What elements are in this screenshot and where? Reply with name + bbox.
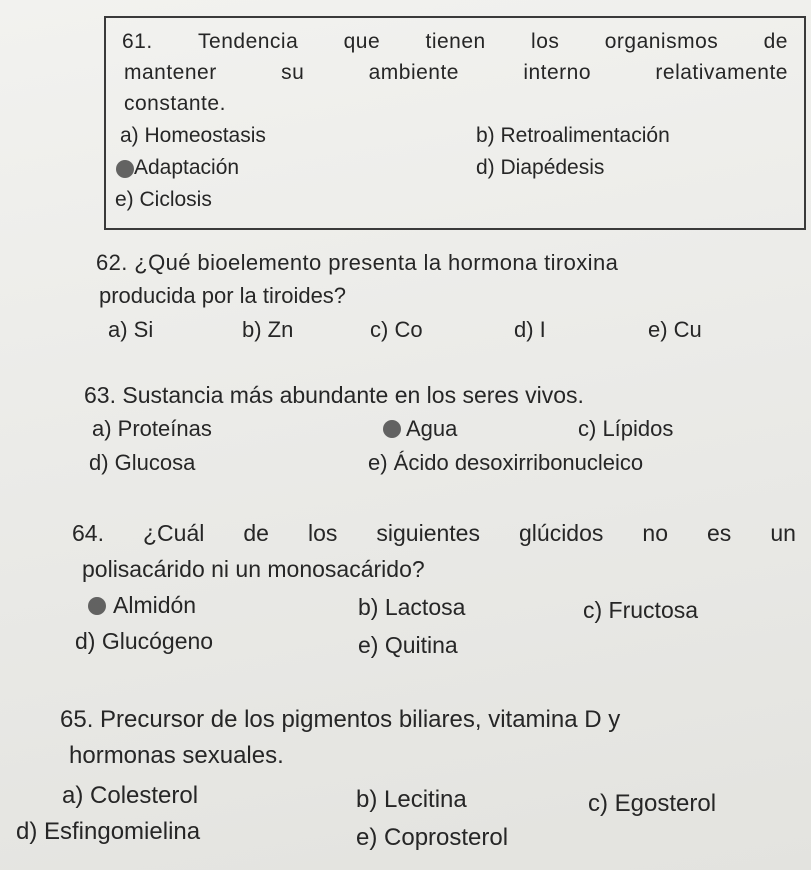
option-65-b[interactable]: b) Lecitina	[356, 786, 467, 813]
option-62-b[interactable]: b) Zn	[242, 317, 294, 342]
option-64-d[interactable]: d) Glucógeno	[75, 628, 214, 654]
question-64-line-2: polisacárido ni un monosacárido?	[82, 556, 425, 582]
question-65-line-2: hormonas sexuales.	[69, 742, 284, 769]
option-64-a[interactable]: Almidón	[113, 592, 197, 618]
question-62-line-2: producida por la tiroides?	[99, 283, 347, 308]
option-61-d[interactable]: d) Diapédesis	[476, 156, 605, 179]
option-63-a[interactable]: a) Proteínas	[92, 416, 212, 441]
option-64-b[interactable]: b) Lactosa	[358, 594, 466, 620]
question-64-line-1: 64. ¿Cuál de los siguientes glúcidos no es un	[72, 520, 796, 546]
option-63-e[interactable]: e) Ácido desoxirribonucleico	[368, 450, 644, 475]
question-61-line-3: constante.	[124, 92, 226, 115]
option-65-c[interactable]: c) Egosterol	[588, 790, 717, 817]
answer-mark-61-c	[116, 160, 134, 178]
option-63-c[interactable]: c) Lípidos	[578, 416, 674, 441]
option-63-d[interactable]: d) Glucosa	[89, 450, 196, 475]
option-65-d[interactable]: d) Esfingomielina	[16, 818, 201, 845]
question-65-line-1: 65. Precursor de los pigmentos biliares, vitamina D y	[60, 706, 621, 733]
option-64-c[interactable]: c) Fructosa	[583, 597, 699, 623]
option-65-e[interactable]: e) Coprosterol	[356, 824, 509, 851]
answer-mark-63-b	[383, 420, 401, 438]
option-62-c[interactable]: c) Co	[370, 317, 423, 342]
question-62-line-1: 62. ¿Qué bioelemento presenta la hormona tiroxina	[96, 250, 619, 275]
question-61-line-1: 61. Tendencia que tienen los organismos de	[122, 30, 788, 53]
option-61-a[interactable]: a) Homeostasis	[120, 124, 266, 147]
option-62-e[interactable]: e) Cu	[648, 317, 702, 342]
option-64-e[interactable]: e) Quitina	[358, 632, 458, 658]
answer-mark-64-a	[88, 597, 106, 615]
option-63-b[interactable]: Agua	[406, 416, 458, 441]
option-62-d[interactable]: d) I	[514, 317, 546, 342]
option-61-b[interactable]: b) Retroalimentación	[476, 124, 670, 147]
option-65-a[interactable]: a) Colesterol	[62, 782, 199, 809]
option-61-e[interactable]: e) Ciclosis	[115, 188, 212, 211]
option-61-c[interactable]: Adaptación	[134, 156, 240, 179]
question-61-line-2: mantener su ambiente interno relativamente	[124, 61, 788, 84]
question-63-line-1: 63. Sustancia más abundante en los seres vivos.	[84, 382, 584, 408]
option-62-a[interactable]: a) Si	[108, 317, 154, 342]
